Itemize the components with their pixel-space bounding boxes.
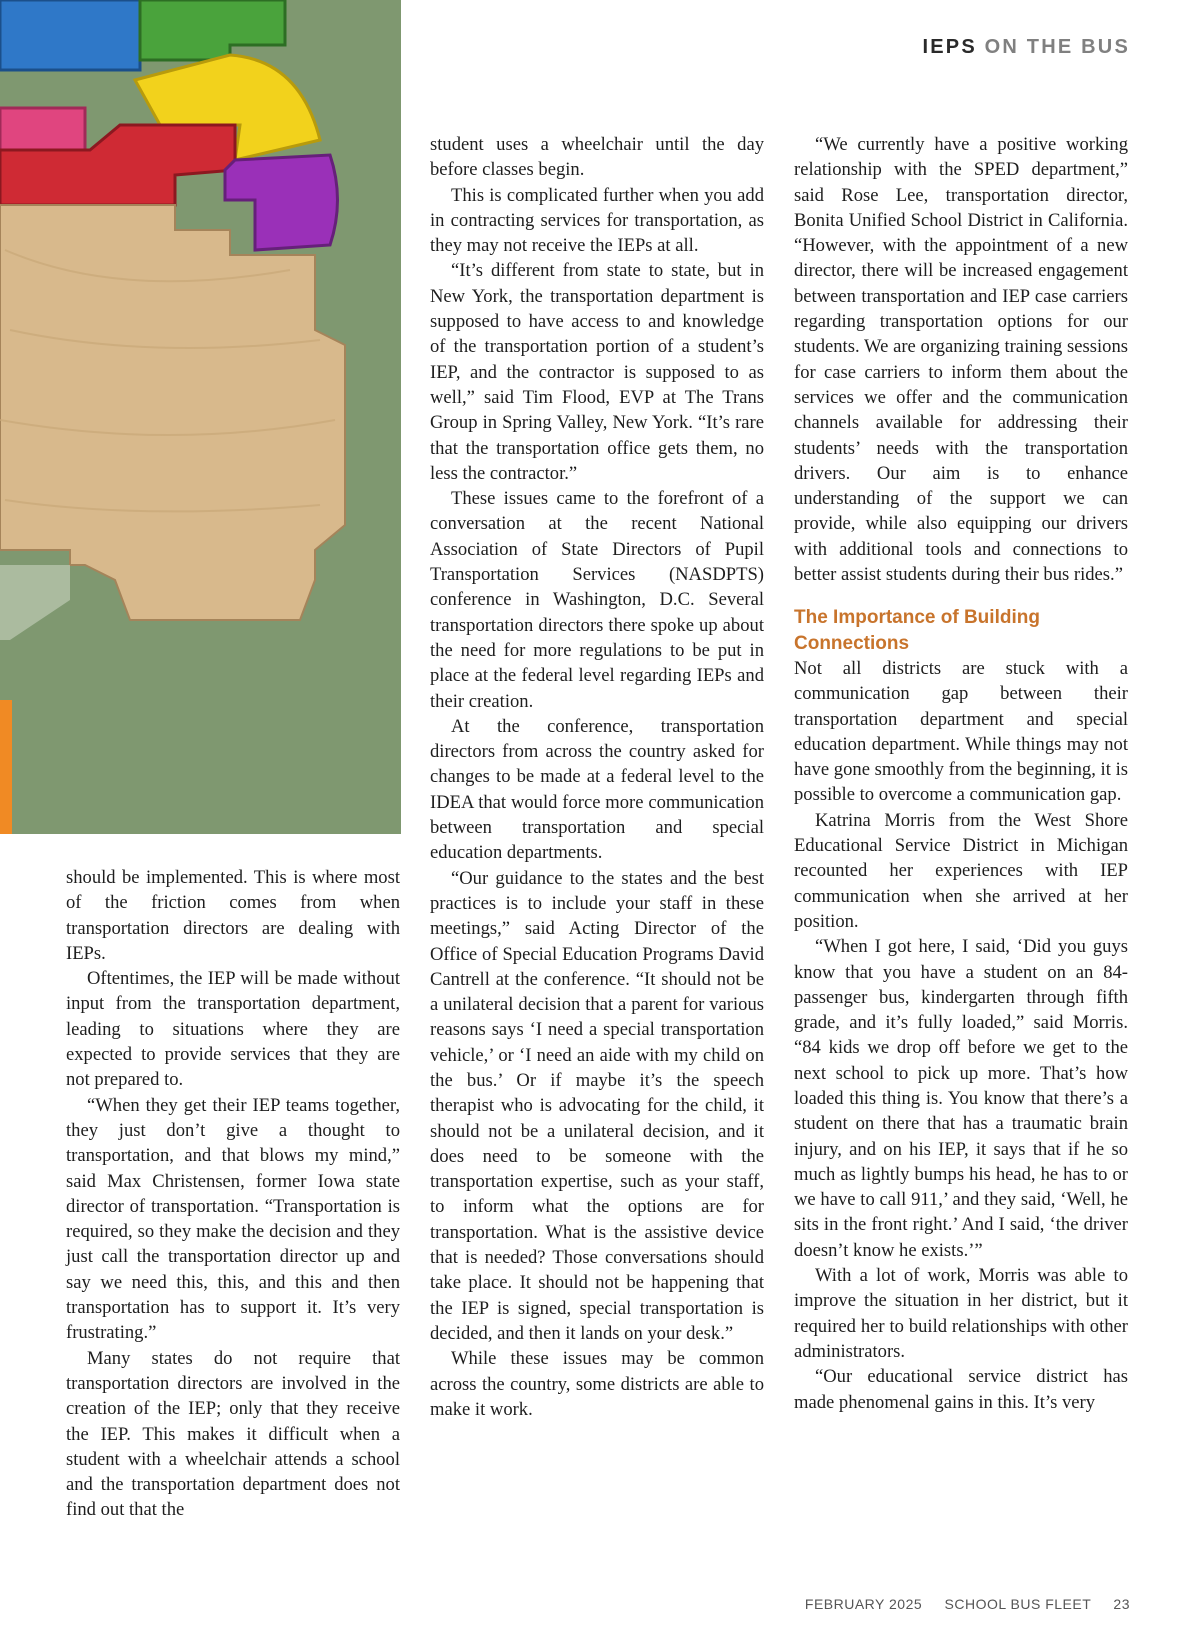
section-title <box>923 36 1131 59</box>
article-column-3 <box>794 132 1128 1415</box>
page-number: 23 <box>1113 1596 1130 1612</box>
paragraph: This is complicated further when you add in contracting services for transportation, as they may not receive the IEPs at all. <box>430 184 764 257</box>
paragraph: “When they get their IEP teams together, they just don’t give a thought to transportation, and that blows my mind,” said Max Christensen, former Iowa state director of transportation. “Transportation is required, so they make the decision and they just call the transportation director up and say we need this, this, and this and then transportation has to support it. It’s very frustrating.” <box>66 1094 400 1344</box>
puzzle-illustration <box>0 0 401 834</box>
paragraph: These issues came to the forefront of a conversation at the recent National Association of State Directors of Pupil Transportation Services (NASDPTS) conference in Washington, D.C. Several transportation directors there spoke up about the need for more regulations to be put in place at the federal level regarding IEPs and their creation. <box>430 488 764 712</box>
footer-publication: SCHOOL BUS FLEET <box>944 1596 1092 1612</box>
article-column-2 <box>430 132 764 1422</box>
page-footer <box>805 1596 1130 1612</box>
article-column-1 <box>66 865 400 1523</box>
footer-date: FEBRUARY 2025 <box>804 1596 923 1612</box>
paragraph: “Our guidance to the states and the best practices is to include your staff in these meetings,” said Acting Director of the Office of Special Education Programs David Cantrell at the conference. “It should not be a unilateral decision that a parent for various reasons says ‘I need a special transportation vehicle,’ or ‘I need an aide with my child on the bus.’ Or if maybe it’s the speech therapist who is advocating for the child, it should not be a unilateral decision, and it does need to be someone with the transportation expertise, such as your staff, to inform what the options are for transportation. What is the assistive device that is needed? Those conversations should take place. It should not be happening that the IEP is signed, special transportation is decided, and then it lands on your desk.” <box>430 867 764 1344</box>
wooden-puzzle-pieces-image <box>0 0 401 834</box>
subheading: The Importance of Building Connections <box>794 607 1040 654</box>
paragraph: Many states do not require that transportation directors are involved in the creation of the IEP; only that they receive the IEP. This makes it difficult when a student with a wheelchair attends a school and the transportation department does not find out that the <box>66 1347 400 1521</box>
paragraph: Not all districts are stuck with a communication gap between their transportation department and special education department. While things may not have gone smoothly from the beginning, it is possible to overcome a communication gap. <box>794 657 1128 806</box>
pink-puzzle-piece <box>0 108 85 150</box>
blue-puzzle-piece <box>0 0 140 70</box>
paragraph: “It’s different from state to state, but in New York, the transportation department is supposed to have access to and knowledge of the transportation portion of a student’s IEP, and the contractor is supposed to as well,” said Tim Flood, EVP at The Trans Group in Spring Valley, New York. “It’s rare that the transportation office gets them, no less the contractor.” <box>430 260 764 484</box>
section-title-rest: ON THE BUS <box>976 36 1130 58</box>
section-title-bold: IEPS <box>922 36 977 58</box>
paragraph: “Our educational service district has made phenomenal gains in this. It’s very <box>794 1366 1128 1413</box>
paragraph: “When I got here, I said, ‘Did you guys know that you have a student on an 84-passenger bus, kindergarten through fifth grade, and it’s fully loaded,” said Morris. “84 kids we drop off before we get to the next school to pick up more. That’s how loaded this thing is. You know that there’s a student on there that has a traumatic brain injury, and on his IEP, it says that if he so much as lightly bumps his head, he has to or we have to call 911,’ and they said, ‘Well, he sits in the front right.’ And I said, ‘the driver doesn’t know he exists.’” <box>794 936 1128 1261</box>
paragraph: Katrina Morris from the West Shore Educational Service District in Michigan recounted her experiences with IEP communication when she arrived at her position. <box>794 809 1128 932</box>
paragraph: “We currently have a positive working relationship with the SPED department,” said Rose Lee, transportation director, Bonita Unified School District in California. “However, with the appointment of a new director, there will be increased engagement between transportation and IEP case carriers regarding transportation options for our students. We are organizing training sessions for case carriers to inform them about the services we offer and the communication channels available for addressing their students’ needs with the transportation drivers. Our aim is to enhance understanding of the support we can provide, while also equipping our drivers with additional tools and connections to better assist students during their bus rides.” <box>794 134 1128 586</box>
paragraph: should be implemented. This is where most of the friction comes from when transportation directors are dealing with IEPs. <box>66 867 400 964</box>
paragraph: Oftentimes, the IEP will be made without input from the transportation department, leading to situations where they are expected to provide services that they are not prepared to. <box>66 968 400 1091</box>
paragraph: With a lot of work, Morris was able to improve the situation in her district, but it required her to build relationships with other administrators. <box>794 1265 1128 1362</box>
paragraph: student uses a wheelchair until the day before classes begin. <box>430 134 764 181</box>
paragraph: At the conference, transportation directors from across the country asked for changes to be made at a federal level to the IDEA that would force more communication between transportation and special education departments. <box>430 715 764 864</box>
paragraph: While these issues may be common across the country, some districts are able to make it work. <box>430 1348 764 1420</box>
orange-puzzle-piece-edge <box>0 700 12 834</box>
